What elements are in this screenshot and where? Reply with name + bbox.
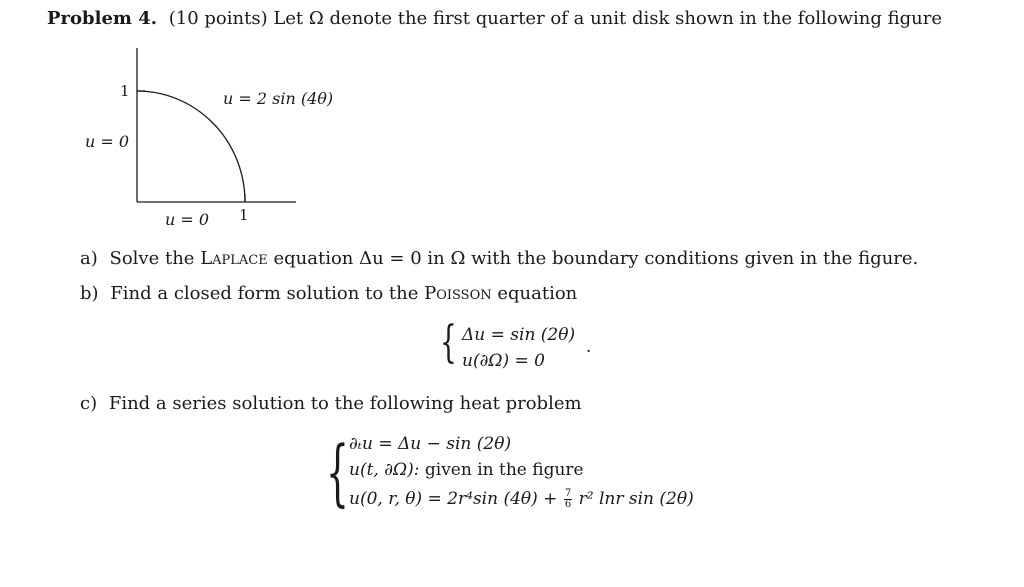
part-b-name: Poisson xyxy=(424,283,492,304)
part-c-equation-1: ∂ₜu = Δu − sin (2θ) xyxy=(349,434,512,454)
part-c-equation-2-math: u(t, ∂Ω): xyxy=(349,460,420,480)
part-a-text-1: Solve the xyxy=(109,248,195,269)
part-c-fraction xyxy=(564,489,572,510)
bottom-boundary-condition: u = 0 xyxy=(165,210,210,229)
part-b-text-1: Find a closed form solution to the xyxy=(110,283,419,304)
part-a-name: Laplace xyxy=(200,248,268,269)
x-tick-label: 1 xyxy=(239,206,249,224)
part-a-label: a) xyxy=(80,248,98,269)
part-b-text-2: equation xyxy=(497,283,578,304)
part-c-brace: { xyxy=(326,430,349,514)
left-boundary-condition: u = 0 xyxy=(85,132,130,151)
part-c xyxy=(80,393,582,414)
part-c-equation-3-left: u(0, r, θ) = 2r⁴sin (4θ) + xyxy=(349,489,558,509)
part-c-equation-2-text: given in the figure xyxy=(424,460,584,480)
problem-label: Problem 4. xyxy=(47,8,158,29)
part-b xyxy=(80,283,577,304)
y-tick-label: 1 xyxy=(120,82,130,100)
part-b-equation-1: Δu = sin (2θ) xyxy=(462,325,576,345)
arc-boundary-condition: u = 2 sin (4θ) xyxy=(223,89,334,108)
part-c-equation-3-right: r² lnr sin (2θ) xyxy=(578,489,694,509)
part-a-text-2: equation Δu = 0 in Ω with the boundary conditions given in the figure. xyxy=(273,248,919,269)
problem-intro: (10 points) Let Ω denote the first quarter of a unit disk shown in the following figure xyxy=(168,8,943,29)
part-b-equation-2: u(∂Ω) = 0 xyxy=(462,351,545,371)
part-b-brace: { xyxy=(440,317,457,368)
part-b-period: . xyxy=(586,337,592,357)
part-c-equation-2 xyxy=(349,460,584,480)
part-a xyxy=(80,248,918,269)
part-c-label: c) xyxy=(80,393,98,414)
part-c-equation-3 xyxy=(349,489,694,510)
part-c-fraction-denominator: 6 xyxy=(564,499,572,510)
part-c-fraction-numerator: 7 xyxy=(564,488,572,499)
part-c-text: Find a series solution to the following heat problem xyxy=(108,393,582,414)
part-b-label: b) xyxy=(80,283,99,304)
